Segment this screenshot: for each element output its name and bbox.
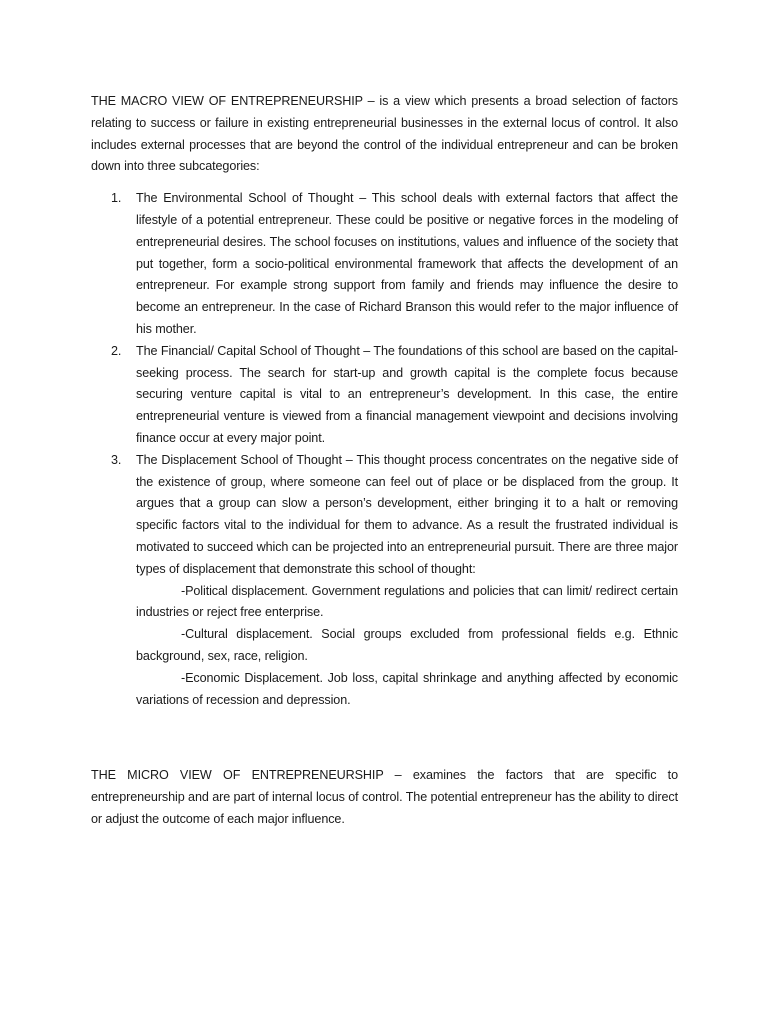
list-number: 1. bbox=[111, 191, 122, 206]
micro-view-paragraph: THE MICRO VIEW OF ENTREPRENEURSHIP – examines the factors that are specific to entrepreneurship and are part of internal locus of control. The potential entrepreneur has the ability to direct or adjust the outcome of each major influence. bbox=[91, 768, 678, 826]
political-displacement: -Political displacement. Government regulations and policies that can limit/ redirect certain industries or reject free enterprise. bbox=[136, 583, 678, 620]
environmental-school-text: The Environmental School of Thought – This school deals with external factors that affect the lifestyle of a potential entrepreneur. These could be positive or negative forces in the modeling of entrepreneurial desires. The school focuses on institutions, values and influence of the society that put together, form a socio-political environmental framework that affects the development of an entrepreneur. For example strong support from family and friends may influence the desire to become an entrepreneur. In the case of Richard Branson this would refer to the major influence of his mother. bbox=[136, 191, 678, 336]
document-page bbox=[91, 91, 678, 831]
cultural-displacement: -Cultural displacement. Social groups excluded from professional fields e.g. Ethnic background, sex, race, religion. bbox=[136, 627, 678, 663]
displacement-school-text: The Displacement School of Thought – This thought process concentrates on the negative side of the existence of group, where someone can feel out of place or be displaced from the group. It argues that a group can slow a person’s development, either bringing it to a halt or removing specific factors vital to the individual for them to advance. As a result the frustrated individual is motivated to succeed which can be projected into an entrepreneurial pursuit. There are three major types of displacement that demonstrate this school of thought: bbox=[136, 452, 678, 576]
financial-school-text: The Financial/ Capital School of Thought – The foundations of this school are based on the capital-seeking process. The search for start-up and growth capital is the complete focus because securing venture capital is vital to an entrepreneur’s development. In this case, the entire entrepreneurial venture is viewed from a financial management viewpoint and decisions involving finance occur at every major point. bbox=[136, 343, 678, 445]
schools-of-thought-list bbox=[91, 188, 678, 711]
list-item-financial-capital-school bbox=[91, 341, 678, 450]
list-number: 2. bbox=[111, 343, 122, 358]
list-number: 3. bbox=[111, 452, 122, 467]
macro-view-paragraph: THE MACRO VIEW OF ENTREPRENEURSHIP – is a view which presents a broad selection of factors relating to success or failure in existing entrepreneurial businesses in the external locus of control. It also includes external processes that are beyond the control of the individual entrepreneur and can be broken down into three subcategories: bbox=[91, 94, 678, 174]
list-item-environmental-school bbox=[91, 188, 678, 341]
economic-displacement: -Economic Displacement. Job loss, capital shrinkage and anything affected by economic variations of recession and depression. bbox=[136, 670, 678, 707]
list-item-displacement-school bbox=[91, 450, 678, 712]
